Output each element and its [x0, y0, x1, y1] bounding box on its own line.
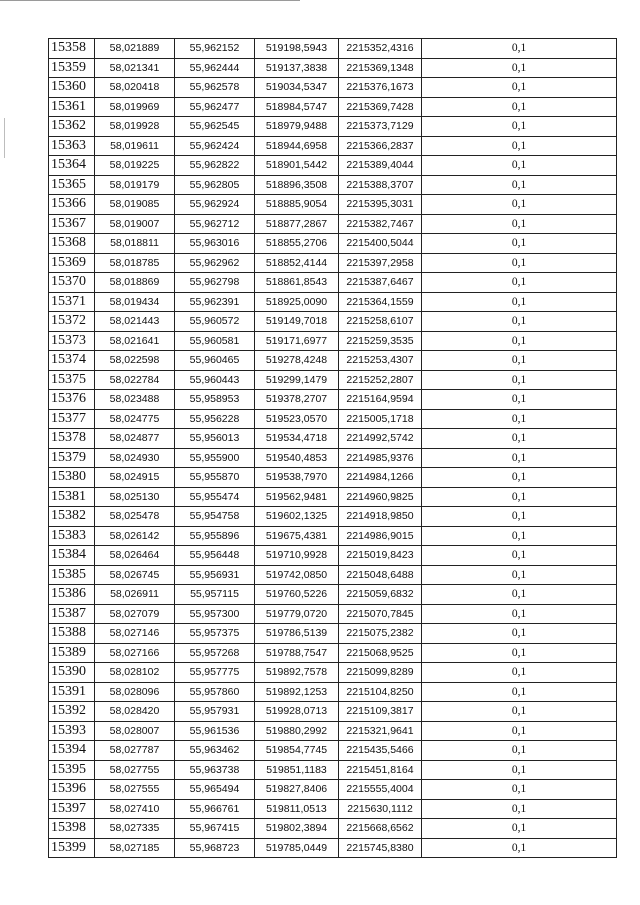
y-coordinate-cell: 2215321,9641 — [339, 721, 422, 741]
accuracy-cell: 0,1 — [422, 292, 617, 312]
longitude-cell: 55,956013 — [175, 429, 255, 449]
longitude-cell: 55,960581 — [175, 331, 255, 351]
x-coordinate-cell: 519892,1253 — [255, 682, 339, 702]
x-coordinate-cell: 519854,7745 — [255, 741, 339, 761]
y-coordinate-cell: 2215387,6467 — [339, 273, 422, 293]
longitude-cell: 55,957375 — [175, 624, 255, 644]
table-row — [49, 292, 617, 312]
point-number-cell: 15361 — [49, 97, 95, 117]
x-coordinate-cell: 518979,9488 — [255, 117, 339, 137]
longitude-cell: 55,968723 — [175, 838, 255, 858]
accuracy-cell: 0,1 — [422, 234, 617, 254]
longitude-cell: 55,963462 — [175, 741, 255, 761]
table-row — [49, 448, 617, 468]
point-number-cell: 15387 — [49, 604, 95, 624]
latitude-cell: 58,028420 — [95, 702, 175, 722]
table-row — [49, 312, 617, 332]
x-coordinate-cell: 519892,7578 — [255, 663, 339, 683]
accuracy-cell: 0,1 — [422, 741, 617, 761]
x-coordinate-cell: 519880,2992 — [255, 721, 339, 741]
x-coordinate-cell: 518855,2706 — [255, 234, 339, 254]
longitude-cell: 55,962152 — [175, 39, 255, 59]
latitude-cell: 58,024877 — [95, 429, 175, 449]
accuracy-cell: 0,1 — [422, 760, 617, 780]
table-row — [49, 409, 617, 429]
y-coordinate-cell: 2215369,7428 — [339, 97, 422, 117]
table-row — [49, 351, 617, 371]
accuracy-cell: 0,1 — [422, 585, 617, 605]
point-number-cell: 15390 — [49, 663, 95, 683]
x-coordinate-cell: 519534,4718 — [255, 429, 339, 449]
latitude-cell: 58,024775 — [95, 409, 175, 429]
point-number-cell: 15377 — [49, 409, 95, 429]
longitude-cell: 55,963738 — [175, 760, 255, 780]
table-row — [49, 546, 617, 566]
x-coordinate-cell: 519034,5347 — [255, 78, 339, 98]
table-row — [49, 117, 617, 137]
accuracy-cell: 0,1 — [422, 507, 617, 527]
point-number-cell: 15373 — [49, 331, 95, 351]
y-coordinate-cell: 2215745,8380 — [339, 838, 422, 858]
point-number-cell: 15383 — [49, 526, 95, 546]
latitude-cell: 58,018869 — [95, 273, 175, 293]
table-row — [49, 136, 617, 156]
y-coordinate-cell: 2215397,2958 — [339, 253, 422, 273]
longitude-cell: 55,955474 — [175, 487, 255, 507]
x-coordinate-cell: 519788,7547 — [255, 643, 339, 663]
x-coordinate-cell: 519785,0449 — [255, 838, 339, 858]
point-number-cell: 15366 — [49, 195, 95, 215]
x-coordinate-cell: 518984,5747 — [255, 97, 339, 117]
x-coordinate-cell: 519742,0850 — [255, 565, 339, 585]
x-coordinate-cell: 519602,1325 — [255, 507, 339, 527]
longitude-cell: 55,962924 — [175, 195, 255, 215]
x-coordinate-cell: 519928,0713 — [255, 702, 339, 722]
x-coordinate-cell: 519378,2707 — [255, 390, 339, 410]
x-coordinate-cell: 519171,6977 — [255, 331, 339, 351]
accuracy-cell: 0,1 — [422, 370, 617, 390]
table-row — [49, 604, 617, 624]
accuracy-cell: 0,1 — [422, 624, 617, 644]
latitude-cell: 58,019611 — [95, 136, 175, 156]
longitude-cell: 55,962798 — [175, 273, 255, 293]
point-number-cell: 15365 — [49, 175, 95, 195]
point-number-cell: 15392 — [49, 702, 95, 722]
y-coordinate-cell: 2215395,3031 — [339, 195, 422, 215]
accuracy-cell: 0,1 — [422, 780, 617, 800]
table-row — [49, 234, 617, 254]
point-number-cell: 15376 — [49, 390, 95, 410]
latitude-cell: 58,019007 — [95, 214, 175, 234]
accuracy-cell: 0,1 — [422, 312, 617, 332]
longitude-cell: 55,956931 — [175, 565, 255, 585]
x-coordinate-cell: 518896,3508 — [255, 175, 339, 195]
x-coordinate-cell: 519562,9481 — [255, 487, 339, 507]
y-coordinate-cell: 2215373,7129 — [339, 117, 422, 137]
table-row — [49, 624, 617, 644]
y-coordinate-cell: 2215019,8423 — [339, 546, 422, 566]
longitude-cell: 55,962545 — [175, 117, 255, 137]
table-row — [49, 78, 617, 98]
latitude-cell: 58,027787 — [95, 741, 175, 761]
x-coordinate-cell: 519827,8406 — [255, 780, 339, 800]
x-coordinate-cell: 519786,5139 — [255, 624, 339, 644]
latitude-cell: 58,026464 — [95, 546, 175, 566]
scan-edge-mark — [4, 118, 5, 158]
accuracy-cell: 0,1 — [422, 468, 617, 488]
y-coordinate-cell: 2215252,2807 — [339, 370, 422, 390]
point-number-cell: 15375 — [49, 370, 95, 390]
point-number-cell: 15372 — [49, 312, 95, 332]
accuracy-cell: 0,1 — [422, 721, 617, 741]
x-coordinate-cell: 519523,0570 — [255, 409, 339, 429]
longitude-cell: 55,962424 — [175, 136, 255, 156]
x-coordinate-cell: 519811,0513 — [255, 799, 339, 819]
longitude-cell: 55,962444 — [175, 58, 255, 78]
accuracy-cell: 0,1 — [422, 409, 617, 429]
longitude-cell: 55,958953 — [175, 390, 255, 410]
accuracy-cell: 0,1 — [422, 351, 617, 371]
point-number-cell: 15388 — [49, 624, 95, 644]
latitude-cell: 58,027755 — [95, 760, 175, 780]
y-coordinate-cell: 2215388,3707 — [339, 175, 422, 195]
latitude-cell: 58,021341 — [95, 58, 175, 78]
accuracy-cell: 0,1 — [422, 253, 617, 273]
accuracy-cell: 0,1 — [422, 526, 617, 546]
longitude-cell: 55,955900 — [175, 448, 255, 468]
point-number-cell: 15396 — [49, 780, 95, 800]
point-number-cell: 15398 — [49, 819, 95, 839]
table-row — [49, 585, 617, 605]
latitude-cell: 58,021443 — [95, 312, 175, 332]
latitude-cell: 58,026911 — [95, 585, 175, 605]
x-coordinate-cell: 518885,9054 — [255, 195, 339, 215]
y-coordinate-cell: 2215352,4316 — [339, 39, 422, 59]
longitude-cell: 55,956448 — [175, 546, 255, 566]
table-row — [49, 663, 617, 683]
longitude-cell: 55,966761 — [175, 799, 255, 819]
table-row — [49, 195, 617, 215]
coordinates-table-body — [49, 39, 617, 858]
y-coordinate-cell: 2215366,2837 — [339, 136, 422, 156]
point-number-cell: 15378 — [49, 429, 95, 449]
longitude-cell: 55,957268 — [175, 643, 255, 663]
latitude-cell: 58,026142 — [95, 526, 175, 546]
y-coordinate-cell: 2215400,5044 — [339, 234, 422, 254]
x-coordinate-cell: 519538,7970 — [255, 468, 339, 488]
latitude-cell: 58,027079 — [95, 604, 175, 624]
longitude-cell: 55,965494 — [175, 780, 255, 800]
table-row — [49, 819, 617, 839]
latitude-cell: 58,018785 — [95, 253, 175, 273]
table-row — [49, 214, 617, 234]
latitude-cell: 58,027166 — [95, 643, 175, 663]
accuracy-cell: 0,1 — [422, 429, 617, 449]
y-coordinate-cell: 2215389,4044 — [339, 156, 422, 176]
y-coordinate-cell: 2214986,9015 — [339, 526, 422, 546]
point-number-cell: 15395 — [49, 760, 95, 780]
longitude-cell: 55,967415 — [175, 819, 255, 839]
point-number-cell: 15384 — [49, 546, 95, 566]
latitude-cell: 58,025130 — [95, 487, 175, 507]
latitude-cell: 58,023488 — [95, 390, 175, 410]
latitude-cell: 58,021889 — [95, 39, 175, 59]
longitude-cell: 55,957300 — [175, 604, 255, 624]
latitude-cell: 58,019085 — [95, 195, 175, 215]
accuracy-cell: 0,1 — [422, 702, 617, 722]
y-coordinate-cell: 2215005,1718 — [339, 409, 422, 429]
latitude-cell: 58,028096 — [95, 682, 175, 702]
point-number-cell: 15382 — [49, 507, 95, 527]
table-row — [49, 507, 617, 527]
latitude-cell: 58,018811 — [95, 234, 175, 254]
y-coordinate-cell: 2215435,5466 — [339, 741, 422, 761]
longitude-cell: 55,957115 — [175, 585, 255, 605]
accuracy-cell: 0,1 — [422, 390, 617, 410]
table-row — [49, 741, 617, 761]
point-number-cell: 15379 — [49, 448, 95, 468]
latitude-cell: 58,021641 — [95, 331, 175, 351]
accuracy-cell: 0,1 — [422, 97, 617, 117]
longitude-cell: 55,954758 — [175, 507, 255, 527]
y-coordinate-cell: 2215068,9525 — [339, 643, 422, 663]
latitude-cell: 58,022598 — [95, 351, 175, 371]
y-coordinate-cell: 2215364,1559 — [339, 292, 422, 312]
point-number-cell: 15380 — [49, 468, 95, 488]
accuracy-cell: 0,1 — [422, 838, 617, 858]
latitude-cell: 58,019179 — [95, 175, 175, 195]
table-row — [49, 780, 617, 800]
y-coordinate-cell: 2215630,1112 — [339, 799, 422, 819]
table-row — [49, 253, 617, 273]
latitude-cell: 58,027185 — [95, 838, 175, 858]
latitude-cell: 58,019969 — [95, 97, 175, 117]
y-coordinate-cell: 2215258,6107 — [339, 312, 422, 332]
point-number-cell: 15369 — [49, 253, 95, 273]
table-row — [49, 175, 617, 195]
latitude-cell: 58,027555 — [95, 780, 175, 800]
table-row — [49, 331, 617, 351]
table-row — [49, 273, 617, 293]
table-row — [49, 760, 617, 780]
y-coordinate-cell: 2215259,3535 — [339, 331, 422, 351]
latitude-cell: 58,025478 — [95, 507, 175, 527]
y-coordinate-cell: 2215253,4307 — [339, 351, 422, 371]
accuracy-cell: 0,1 — [422, 117, 617, 137]
point-number-cell: 15397 — [49, 799, 95, 819]
y-coordinate-cell: 2215382,7467 — [339, 214, 422, 234]
coordinates-table — [48, 38, 617, 858]
point-number-cell: 15371 — [49, 292, 95, 312]
longitude-cell: 55,957931 — [175, 702, 255, 722]
x-coordinate-cell: 519710,9928 — [255, 546, 339, 566]
point-number-cell: 15363 — [49, 136, 95, 156]
y-coordinate-cell: 2214985,9376 — [339, 448, 422, 468]
latitude-cell: 58,019225 — [95, 156, 175, 176]
y-coordinate-cell: 2215109,3817 — [339, 702, 422, 722]
longitude-cell: 55,962962 — [175, 253, 255, 273]
x-coordinate-cell: 519760,5226 — [255, 585, 339, 605]
accuracy-cell: 0,1 — [422, 604, 617, 624]
latitude-cell: 58,024915 — [95, 468, 175, 488]
point-number-cell: 15374 — [49, 351, 95, 371]
x-coordinate-cell: 519278,4248 — [255, 351, 339, 371]
y-coordinate-cell: 2215369,1348 — [339, 58, 422, 78]
latitude-cell: 58,026745 — [95, 565, 175, 585]
longitude-cell: 55,962578 — [175, 78, 255, 98]
longitude-cell: 55,962712 — [175, 214, 255, 234]
y-coordinate-cell: 2215164,9594 — [339, 390, 422, 410]
y-coordinate-cell: 2215451,8164 — [339, 760, 422, 780]
point-number-cell: 15393 — [49, 721, 95, 741]
longitude-cell: 55,962391 — [175, 292, 255, 312]
longitude-cell: 55,962477 — [175, 97, 255, 117]
x-coordinate-cell: 519802,3894 — [255, 819, 339, 839]
point-number-cell: 15394 — [49, 741, 95, 761]
y-coordinate-cell: 2215104,8250 — [339, 682, 422, 702]
accuracy-cell: 0,1 — [422, 175, 617, 195]
longitude-cell: 55,960443 — [175, 370, 255, 390]
accuracy-cell: 0,1 — [422, 565, 617, 585]
x-coordinate-cell: 519299,1479 — [255, 370, 339, 390]
accuracy-cell: 0,1 — [422, 546, 617, 566]
latitude-cell: 58,024930 — [95, 448, 175, 468]
x-coordinate-cell: 518925,0090 — [255, 292, 339, 312]
point-number-cell: 15391 — [49, 682, 95, 702]
longitude-cell: 55,961536 — [175, 721, 255, 741]
x-coordinate-cell: 519779,0720 — [255, 604, 339, 624]
latitude-cell: 58,022784 — [95, 370, 175, 390]
y-coordinate-cell: 2215070,7845 — [339, 604, 422, 624]
point-number-cell: 15386 — [49, 585, 95, 605]
x-coordinate-cell: 518861,8543 — [255, 273, 339, 293]
accuracy-cell: 0,1 — [422, 58, 617, 78]
y-coordinate-cell: 2215555,4004 — [339, 780, 422, 800]
point-number-cell: 15370 — [49, 273, 95, 293]
longitude-cell: 55,962822 — [175, 156, 255, 176]
table-row — [49, 468, 617, 488]
point-number-cell: 15362 — [49, 117, 95, 137]
table-row — [49, 799, 617, 819]
longitude-cell: 55,957775 — [175, 663, 255, 683]
accuracy-cell: 0,1 — [422, 663, 617, 683]
accuracy-cell: 0,1 — [422, 448, 617, 468]
y-coordinate-cell: 2214984,1266 — [339, 468, 422, 488]
latitude-cell: 58,028007 — [95, 721, 175, 741]
top-rule — [0, 0, 300, 1]
x-coordinate-cell: 519540,4853 — [255, 448, 339, 468]
table-row — [49, 58, 617, 78]
y-coordinate-cell: 2215075,2382 — [339, 624, 422, 644]
accuracy-cell: 0,1 — [422, 273, 617, 293]
point-number-cell: 15359 — [49, 58, 95, 78]
y-coordinate-cell: 2215059,6832 — [339, 585, 422, 605]
x-coordinate-cell: 518901,5442 — [255, 156, 339, 176]
table-row — [49, 838, 617, 858]
x-coordinate-cell: 519675,4381 — [255, 526, 339, 546]
table-row — [49, 643, 617, 663]
table-row — [49, 487, 617, 507]
y-coordinate-cell: 2215048,6488 — [339, 565, 422, 585]
latitude-cell: 58,027335 — [95, 819, 175, 839]
point-number-cell: 15367 — [49, 214, 95, 234]
point-number-cell: 15364 — [49, 156, 95, 176]
y-coordinate-cell: 2214960,9825 — [339, 487, 422, 507]
accuracy-cell: 0,1 — [422, 136, 617, 156]
longitude-cell: 55,957860 — [175, 682, 255, 702]
x-coordinate-cell: 518852,4144 — [255, 253, 339, 273]
x-coordinate-cell: 519149,7018 — [255, 312, 339, 332]
y-coordinate-cell: 2214992,5742 — [339, 429, 422, 449]
y-coordinate-cell: 2214918,9850 — [339, 507, 422, 527]
point-number-cell: 15368 — [49, 234, 95, 254]
accuracy-cell: 0,1 — [422, 156, 617, 176]
accuracy-cell: 0,1 — [422, 331, 617, 351]
y-coordinate-cell: 2215668,6562 — [339, 819, 422, 839]
longitude-cell: 55,963016 — [175, 234, 255, 254]
table-row — [49, 565, 617, 585]
y-coordinate-cell: 2215376,1673 — [339, 78, 422, 98]
accuracy-cell: 0,1 — [422, 643, 617, 663]
longitude-cell: 55,955896 — [175, 526, 255, 546]
table-row — [49, 429, 617, 449]
point-number-cell: 15381 — [49, 487, 95, 507]
table-row — [49, 390, 617, 410]
latitude-cell: 58,019928 — [95, 117, 175, 137]
table-row — [49, 156, 617, 176]
point-number-cell: 15358 — [49, 39, 95, 59]
accuracy-cell: 0,1 — [422, 214, 617, 234]
longitude-cell: 55,960572 — [175, 312, 255, 332]
table-row — [49, 682, 617, 702]
table-row — [49, 39, 617, 59]
accuracy-cell: 0,1 — [422, 799, 617, 819]
x-coordinate-cell: 518944,6958 — [255, 136, 339, 156]
point-number-cell: 15360 — [49, 78, 95, 98]
accuracy-cell: 0,1 — [422, 819, 617, 839]
point-number-cell: 15399 — [49, 838, 95, 858]
longitude-cell: 55,955870 — [175, 468, 255, 488]
x-coordinate-cell: 519198,5943 — [255, 39, 339, 59]
x-coordinate-cell: 519137,3838 — [255, 58, 339, 78]
accuracy-cell: 0,1 — [422, 487, 617, 507]
accuracy-cell: 0,1 — [422, 195, 617, 215]
table-row — [49, 526, 617, 546]
table-row — [49, 97, 617, 117]
point-number-cell: 15385 — [49, 565, 95, 585]
accuracy-cell: 0,1 — [422, 78, 617, 98]
longitude-cell: 55,962805 — [175, 175, 255, 195]
longitude-cell: 55,956228 — [175, 409, 255, 429]
point-number-cell: 15389 — [49, 643, 95, 663]
longitude-cell: 55,960465 — [175, 351, 255, 371]
latitude-cell: 58,020418 — [95, 78, 175, 98]
x-coordinate-cell: 519851,1183 — [255, 760, 339, 780]
table-row — [49, 370, 617, 390]
latitude-cell: 58,028102 — [95, 663, 175, 683]
accuracy-cell: 0,1 — [422, 39, 617, 59]
table-row — [49, 721, 617, 741]
accuracy-cell: 0,1 — [422, 682, 617, 702]
latitude-cell: 58,027146 — [95, 624, 175, 644]
x-coordinate-cell: 518877,2867 — [255, 214, 339, 234]
y-coordinate-cell: 2215099,8289 — [339, 663, 422, 683]
table-row — [49, 702, 617, 722]
latitude-cell: 58,027410 — [95, 799, 175, 819]
latitude-cell: 58,019434 — [95, 292, 175, 312]
